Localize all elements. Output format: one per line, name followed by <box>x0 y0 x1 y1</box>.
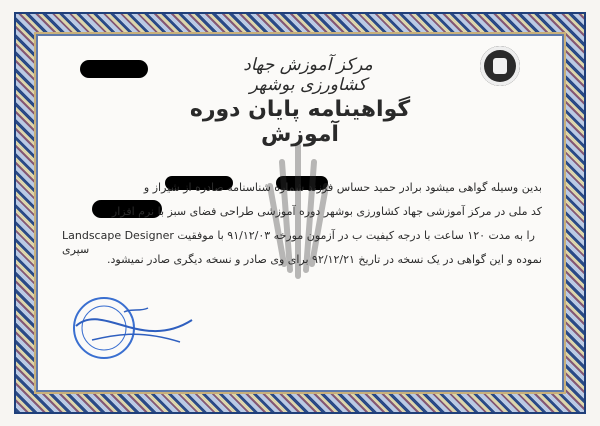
certificate-title: گواهینامه پایان دوره آموزش <box>189 97 411 147</box>
jihad-logo-icon <box>480 46 520 86</box>
issuer-line: مرکز آموزش جهاد کشاورزی بوشهر <box>243 55 373 95</box>
body-line-2: کد ملی در مرکز آموزشی جهاد کشاورزی بوشهر دوره آموزشی طراحی فضای سبز با نرم افزار <box>111 205 542 218</box>
body-line-1: بدین وسیله گواهی میشود برادر حمید حساس فرزند شماره شناسنامه صادره از شیراز و <box>143 181 542 194</box>
official-stamp-icon <box>62 282 202 362</box>
body-line-3: Landscape Designer را به مدت ۱۲۰ ساعت با درجه کیفیت ب در آزمون مورخه ۹۱/۱۲/۰۳ با موفقیت سپری <box>62 229 535 256</box>
redaction-top-left <box>80 60 148 78</box>
body-line-4: نموده و این گواهی در یک نسخه در تاریخ ۹۲/۱۲/۲۱ برای وی صادر و نسخه دیگری صادر نمیشود. <box>107 253 542 266</box>
